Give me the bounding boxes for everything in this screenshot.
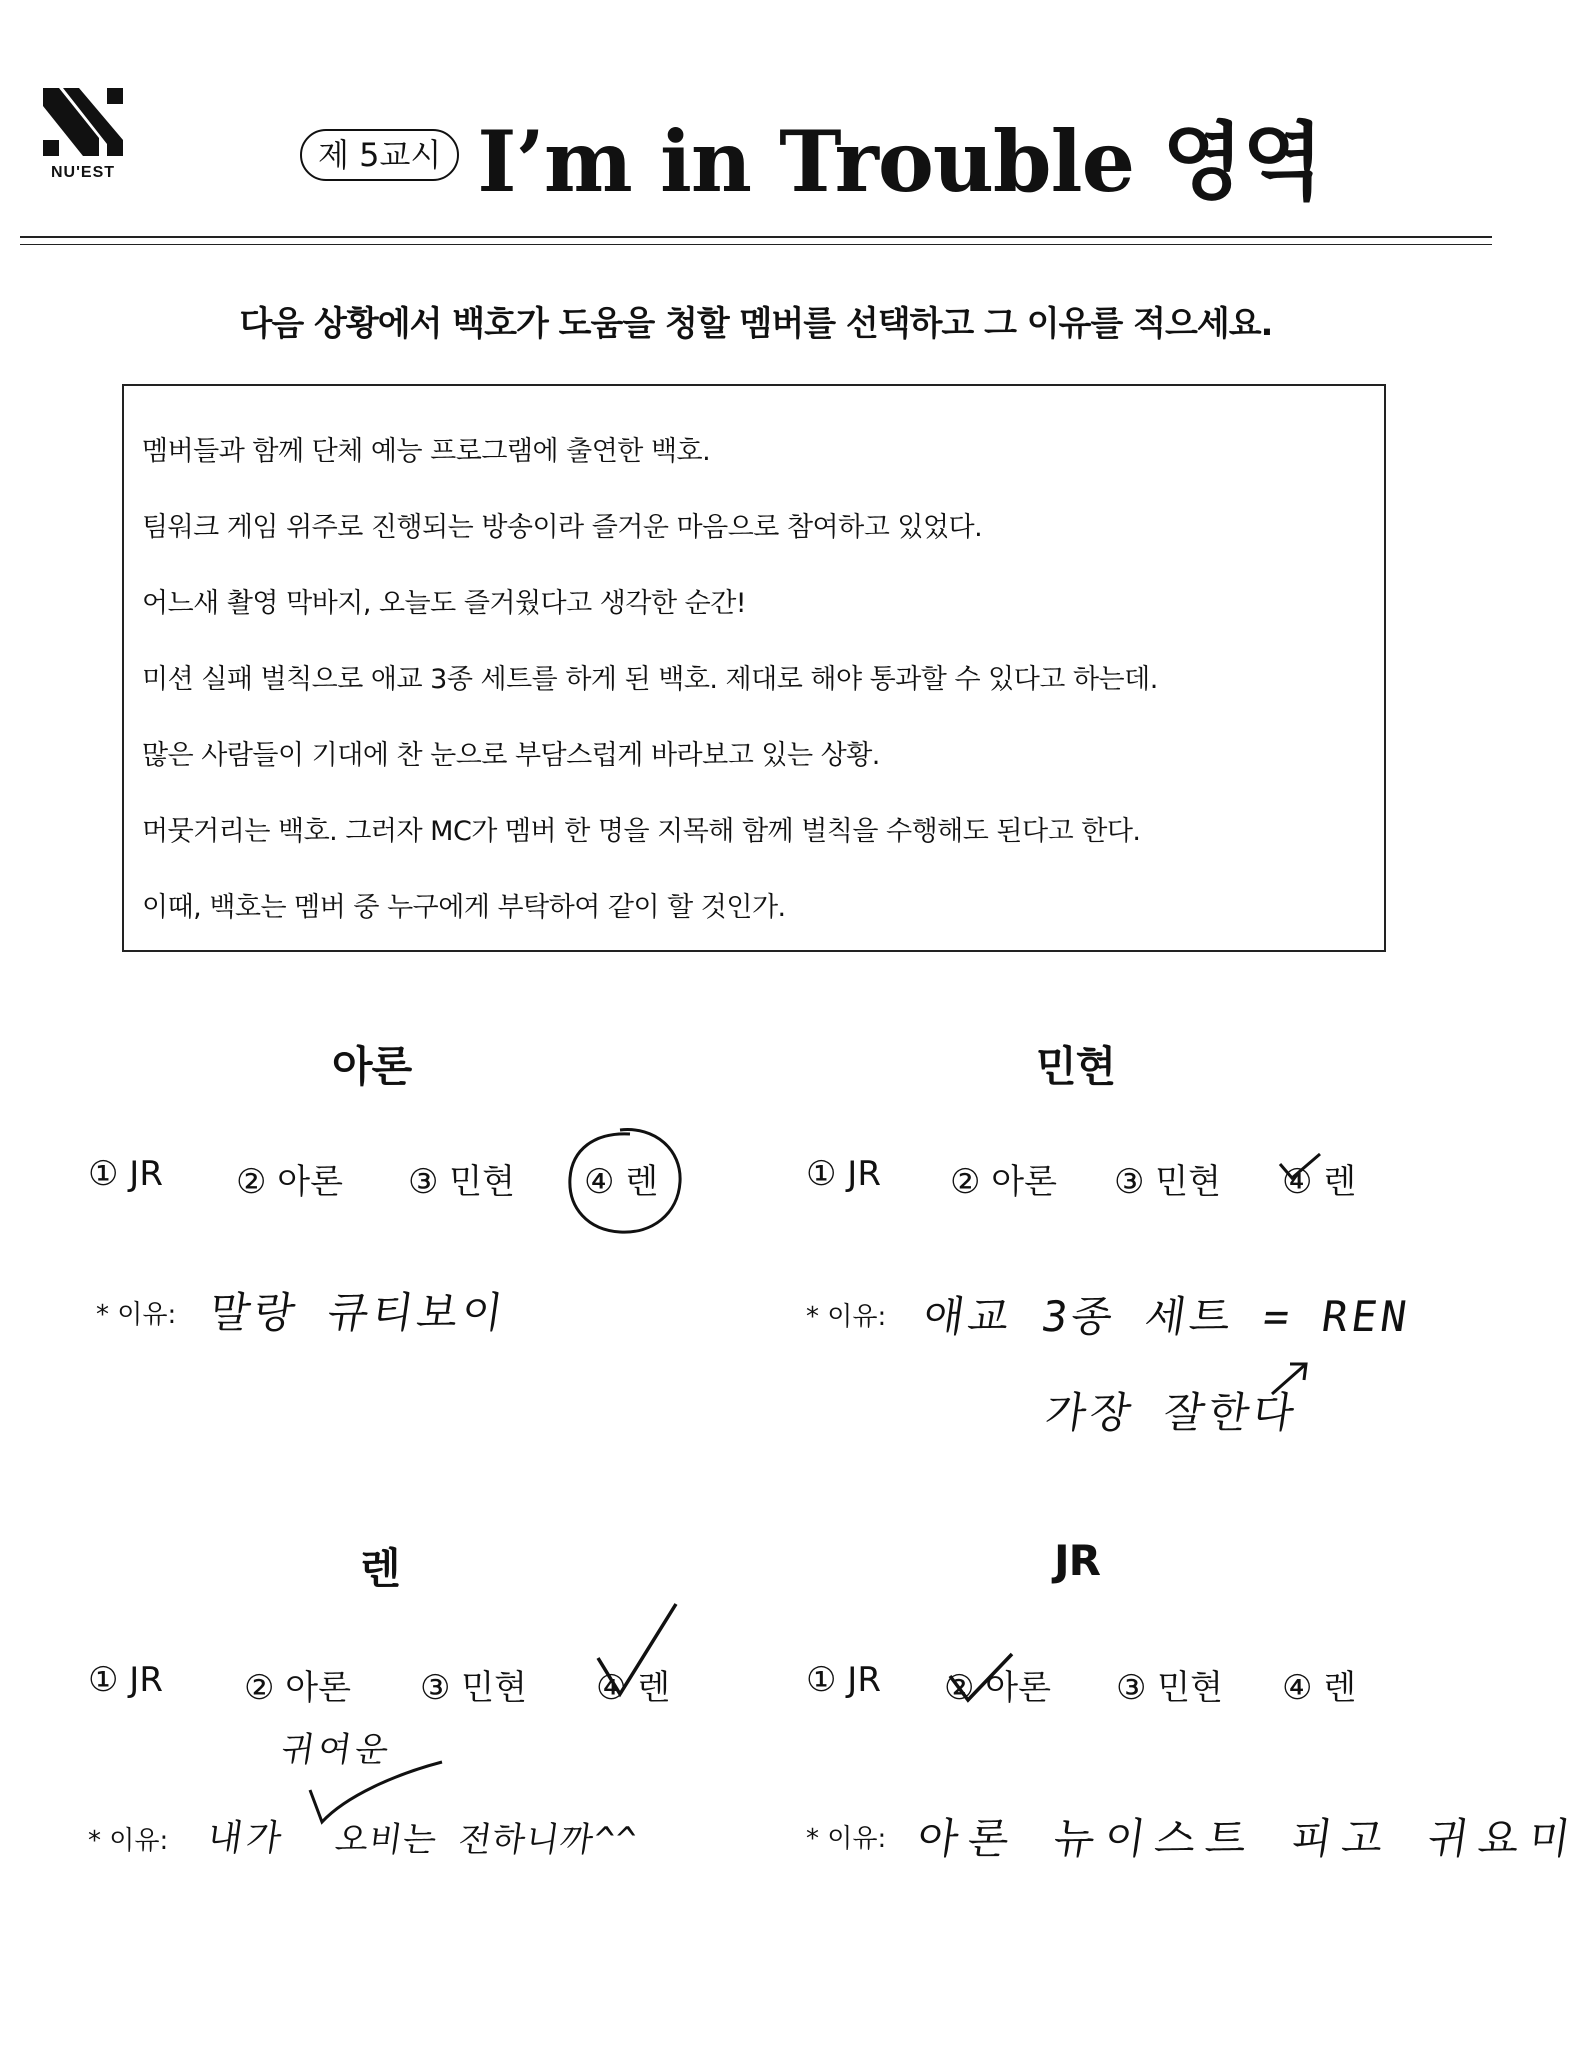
handwritten-reason: 내가 bbox=[204, 1818, 289, 1859]
option-aron: ② 아론 bbox=[950, 1162, 1057, 1202]
scenario-line: 머뭇거리는 백호. 그러자 MC가 멤버 한 명을 지목해 함께 벌칙을 수행해도 된다고 한다. bbox=[142, 816, 1141, 847]
handwritten-reason-part2: 오비는 전하니까^^ bbox=[332, 1820, 640, 1860]
scenario-line: 팀워크 게임 위주로 진행되는 방송이라 즐거운 마음으로 참여하고 있었다. bbox=[142, 512, 983, 543]
reason-label: * 이유: bbox=[806, 1824, 887, 1854]
option-minhyun: ③ 민현 bbox=[408, 1162, 515, 1202]
option-ren: ④ 렌 bbox=[1282, 1668, 1357, 1708]
option-minhyun: ③ 민현 bbox=[1116, 1668, 1223, 1708]
arrow-icon bbox=[1268, 1358, 1312, 1398]
option-minhyun: ③ 민현 bbox=[420, 1668, 527, 1708]
scenario-line: 미션 실패 벌칙으로 애교 3종 세트를 하게 된 백호. 제대로 해야 통과할 수 있다고 하는데. bbox=[142, 664, 1158, 695]
option-ren: ④ 렌 bbox=[1282, 1162, 1357, 1202]
check-mark-icon bbox=[1276, 1148, 1326, 1188]
logo-text: NU'EST bbox=[50, 164, 116, 181]
scenario-line: 이때, 백호는 멤버 중 누구에게 부탁하여 같이 할 것인가. bbox=[142, 892, 786, 923]
nuest-logo bbox=[38, 88, 128, 182]
page-title: I’m in Trouble 영역 bbox=[477, 111, 1323, 211]
handwritten-reason: 아론 뉴이스트 피고 귀요미 bbox=[914, 1814, 1584, 1863]
handwritten-reason: 말랑 큐티보이 bbox=[206, 1288, 510, 1337]
option-aron: ② 아론 bbox=[244, 1668, 351, 1708]
handwritten-reason: 애교 3종 세트 = REN bbox=[920, 1292, 1414, 1341]
scenario-line: 멤버들과 함께 단체 예능 프로그램에 출연한 백호. bbox=[142, 436, 711, 467]
option-jr: ① JR bbox=[88, 1660, 163, 1700]
scenario-box bbox=[122, 384, 1386, 952]
instruction: 다음 상황에서 백호가 도움을 청할 멤버를 선택하고 그 이유를 적으세요. bbox=[239, 304, 1273, 344]
divider-bottom bbox=[20, 244, 1492, 245]
reason-label: * 이유: bbox=[806, 1302, 887, 1332]
option-aron: ② 아론 bbox=[236, 1162, 343, 1202]
option-jr: ① JR bbox=[806, 1154, 881, 1194]
reason-label: * 이유: bbox=[88, 1826, 169, 1856]
option-jr: ① JR bbox=[88, 1154, 163, 1194]
title-row bbox=[300, 100, 1323, 210]
nuest-logo-icon bbox=[43, 88, 123, 156]
option-minhyun: ③ 민현 bbox=[1114, 1162, 1221, 1202]
option-ren: ④ 렌 bbox=[596, 1668, 671, 1708]
option-aron: ② 아론 bbox=[944, 1668, 1051, 1708]
member-name-jr: JR bbox=[1054, 1536, 1100, 1585]
scenario-line: 많은 사람들이 기대에 찬 눈으로 부담스럽게 바라보고 있는 상황. bbox=[142, 740, 880, 771]
handwritten-insert: 귀여운 bbox=[278, 1730, 395, 1770]
period-badge: 제 5교시 bbox=[300, 129, 459, 181]
scenario-line: 어느새 촬영 막바지, 오늘도 즐거웠다고 생각한 순간! bbox=[142, 588, 747, 619]
check-mark-icon bbox=[946, 1650, 1016, 1704]
member-name-aron: 아론 bbox=[332, 1042, 412, 1091]
handwritten-reason-line2: 가장 잘한다 bbox=[1042, 1388, 1302, 1437]
member-name-ren: 렌 bbox=[360, 1544, 400, 1593]
member-name-minhyun: 민현 bbox=[1036, 1042, 1116, 1091]
circle-mark-icon bbox=[560, 1122, 690, 1240]
option-jr: ① JR bbox=[806, 1660, 881, 1700]
divider-top bbox=[20, 236, 1492, 238]
check-mark-icon bbox=[592, 1598, 682, 1704]
reason-label: * 이유: bbox=[96, 1300, 177, 1330]
option-ren: ④ 렌 bbox=[584, 1162, 659, 1202]
